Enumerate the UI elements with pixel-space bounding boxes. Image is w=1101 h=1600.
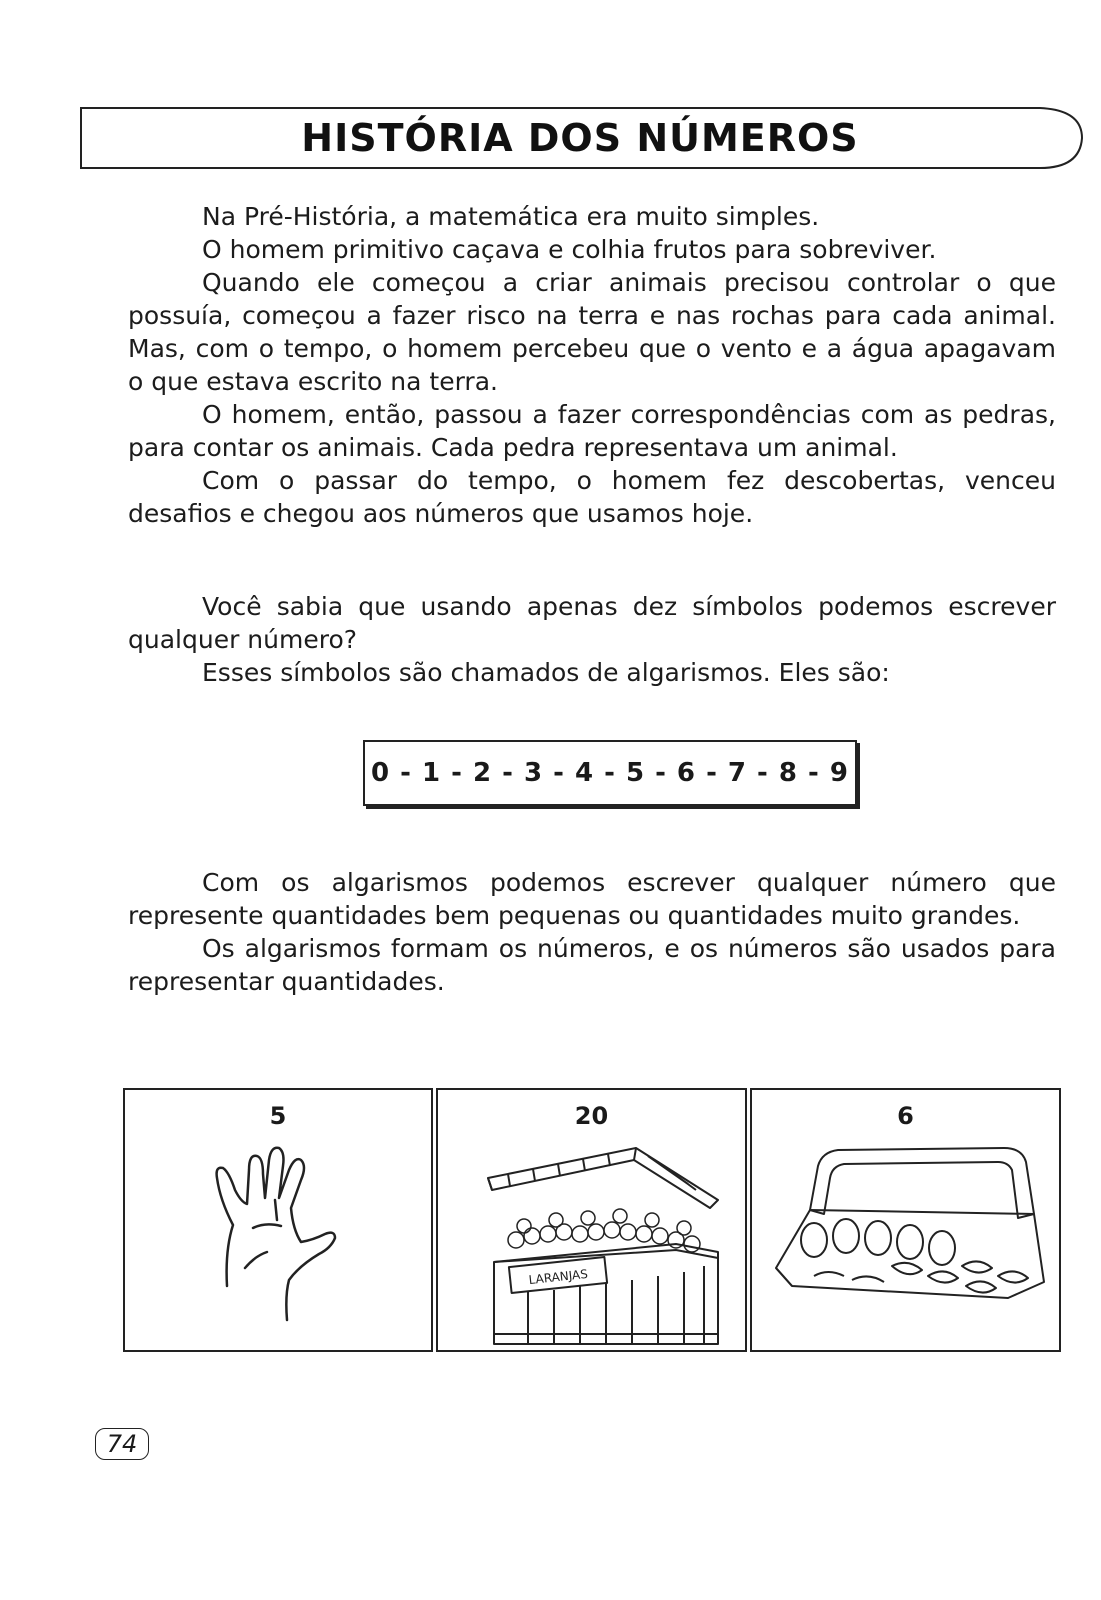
crate-label: LARANJAS — [527, 1266, 589, 1288]
page-title: HISTÓRIA DOS NÚMEROS — [301, 116, 859, 160]
symbols-text — [128, 590, 1056, 689]
card-number: 20 — [574, 1102, 609, 1130]
history-text — [128, 200, 1056, 530]
intro-line-1: Na Pré-História, a matemática era muito simples. — [202, 202, 820, 231]
card-oranges — [436, 1088, 747, 1352]
digits-box — [363, 740, 857, 806]
paragraph-time: Com o passar do tempo, o homem fez descobertas, venceu desafios e chegou aos números que usamos hoje. — [128, 466, 1056, 528]
card-number: 5 — [269, 1102, 287, 1130]
orange-crate-icon — [438, 1090, 745, 1350]
title-banner — [80, 106, 1085, 170]
paragraph-quantities: Com os algarismos podemos escrever qualquer número que represente quantidades bem pequenas ou quantidades muito grandes. — [128, 868, 1056, 930]
paragraph-algarismos: Esses símbolos são chamados de algarismos. Eles são: — [202, 658, 890, 687]
paragraph-symbols: Você sabia que usando apenas dez símbolos podemos escrever qualquer número? — [128, 592, 1056, 654]
egg-carton-icon — [752, 1090, 1059, 1350]
paragraph-animals: Quando ele começou a criar animais precisou controlar o que possuía, começou a fazer risco na terra e nas rochas para cada animal. Mas, com o tempo, o homem percebeu que o vento e a água apagavam o que estava escrito na terra. — [128, 268, 1056, 396]
digits-list: 0 - 1 - 2 - 3 - 4 - 5 - 6 - 7 - 8 - 9 — [371, 758, 849, 788]
card-eggs — [750, 1088, 1061, 1352]
paragraph-stones: O homem, então, passou a fazer correspondências com as pedras, para contar os animais. Cada pedra representava um animal. — [128, 400, 1056, 462]
card-hand — [123, 1088, 433, 1352]
hand-icon — [125, 1090, 431, 1350]
page-number: 74 — [95, 1428, 149, 1460]
card-number: 6 — [897, 1102, 914, 1130]
quantities-text — [128, 866, 1056, 998]
intro-line-2: O homem primitivo caçava e colhia frutos para sobreviver. — [202, 235, 937, 264]
paragraph-numbers: Os algarismos formam os números, e os números são usados para representar quantidades. — [128, 934, 1056, 996]
